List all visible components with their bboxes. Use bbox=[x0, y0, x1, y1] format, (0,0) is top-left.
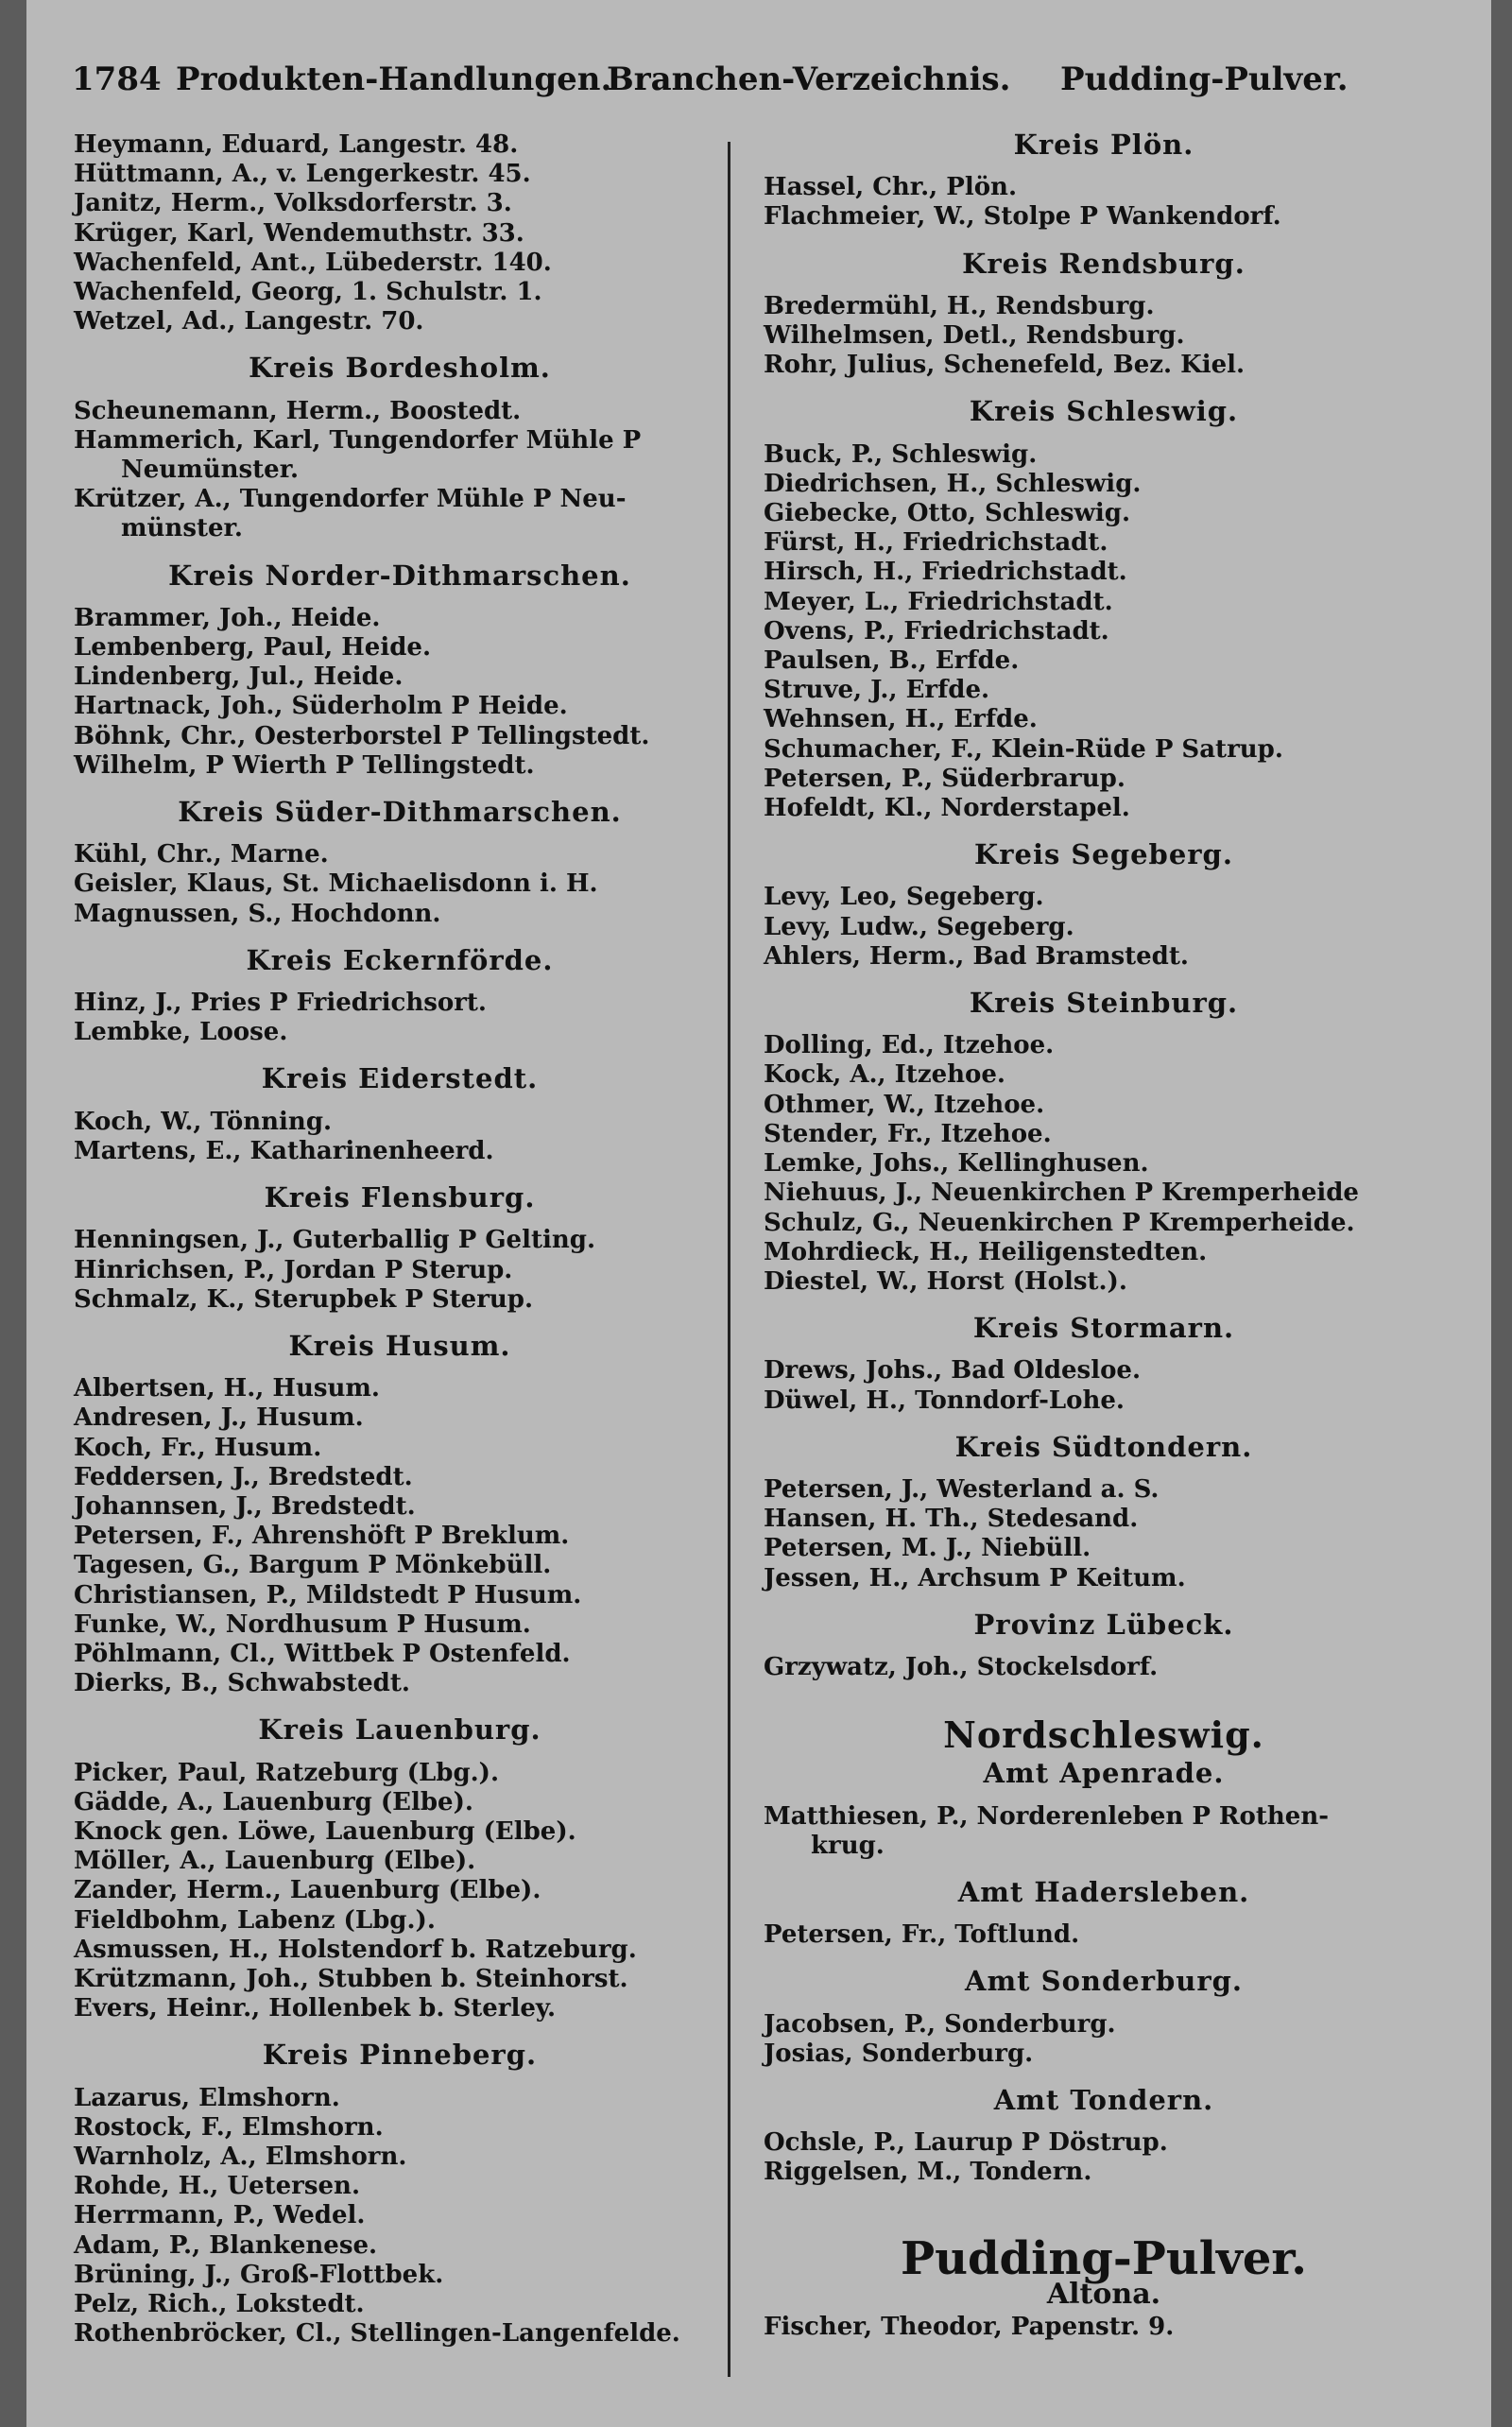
category-title: Pudding-Pulver. bbox=[901, 2231, 1307, 2285]
directory-entry: Düwel, H., Tonndorf-Lohe. bbox=[764, 1386, 1125, 1415]
directory-entry: Tagesen, G., Bargum P Mönkebüll. bbox=[74, 1551, 552, 1580]
directory-entry: Pöhlmann, Cl., Wittbek P Ostenfeld. bbox=[74, 1639, 571, 1668]
directory-entry: Fischer, Theodor, Papenstr. 9. bbox=[764, 2312, 1175, 2341]
directory-entry: Wetzel, Ad., Langestr. 70. bbox=[74, 307, 424, 336]
directory-entry: Mohrdieck, H., Heiligenstedten. bbox=[764, 1237, 1208, 1266]
directory-entry: Brammer, Joh., Heide. bbox=[74, 603, 381, 632]
pudding-entries bbox=[764, 2313, 1444, 2342]
directory-entry: Flachmeier, W., Stolpe P Wankendorf. bbox=[764, 202, 1281, 232]
directory-entry: Paulsen, B., Erfde. bbox=[764, 646, 1020, 676]
right-column bbox=[764, 130, 1444, 2342]
directory-entry: Krüger, Karl, Wendemuthstr. 33. bbox=[74, 218, 524, 248]
directory-entry: Giebecke, Otto, Schleswig. bbox=[764, 499, 1131, 528]
directory-entry: Wilhelmsen, Detl., Rendsburg. bbox=[764, 321, 1185, 351]
directory-entry: Struve, J., Erfde. bbox=[764, 676, 990, 705]
directory-entry: Hirsch, H., Friedrichstadt. bbox=[764, 558, 1127, 587]
section-title: Kreis Südtondern. bbox=[954, 1430, 1253, 1463]
directory-entry: Brüning, J., Groß-Flottbek. bbox=[74, 2260, 444, 2289]
directory-entry: Petersen, J., Westerland a. S. bbox=[764, 1474, 1160, 1504]
directory-entry: Knock gen. Löwe, Lauenburg (Elbe). bbox=[74, 1816, 576, 1846]
directory-entry: krug. bbox=[811, 1831, 885, 1860]
section-title: Kreis Eiderstedt. bbox=[261, 1062, 539, 1095]
directory-entry: Koch, Fr., Husum. bbox=[74, 1433, 322, 1462]
directory-entry: Zander, Herm., Lauenburg (Elbe). bbox=[74, 1876, 541, 1905]
section-title: Kreis Husum. bbox=[288, 1329, 511, 1362]
directory-entry: Herrmann, P., Wedel. bbox=[74, 2201, 366, 2230]
directory-entry: Neumünster. bbox=[121, 456, 300, 485]
directory-entry: Fieldbohm, Labenz (Lbg.). bbox=[74, 1905, 436, 1935]
directory-entry: Geisler, Klaus, St. Michaelisdonn i. H. bbox=[74, 869, 598, 899]
column-divider bbox=[728, 142, 730, 2377]
directory-entry: Ahlers, Herm., Bad Bramstedt. bbox=[764, 941, 1189, 971]
directory-entry: Riggelsen, M., Tondern. bbox=[764, 2158, 1092, 2187]
directory-entry: Meyer, L., Friedrichstadt. bbox=[764, 587, 1113, 616]
directory-entry: Scheunemann, Herm., Boostedt. bbox=[74, 396, 522, 425]
section-title: Amt Hadersleben. bbox=[957, 1875, 1250, 1908]
directory-entry: Hassel, Chr., Plön. bbox=[764, 173, 1017, 202]
directory-entry: Wachenfeld, Georg, 1. Schulstr. 1. bbox=[74, 278, 542, 307]
directory-entry: Krützmann, Joh., Stubben b. Steinhorst. bbox=[74, 1964, 628, 1993]
directory-entry: Heymann, Eduard, Langestr. 48. bbox=[74, 130, 519, 159]
directory-entry: Kühl, Chr., Marne. bbox=[74, 840, 329, 869]
section-title: Kreis Steinburg. bbox=[969, 987, 1239, 1020]
directory-entry: Niehuus, J., Neuenkirchen P Kremperheide bbox=[764, 1179, 1359, 1208]
directory-entry: Levy, Ludw., Segeberg. bbox=[764, 912, 1074, 941]
directory-entry: Dolling, Ed., Itzehoe. bbox=[764, 1031, 1055, 1060]
directory-entry: Wehnsen, H., Erfde. bbox=[764, 705, 1038, 734]
section-title: Kreis Plön. bbox=[1013, 129, 1194, 161]
page-number: 1784 bbox=[72, 60, 162, 98]
directory-entry: Adam, P., Blankenese. bbox=[74, 2230, 378, 2260]
section-title: Kreis Rendsburg. bbox=[962, 247, 1246, 280]
directory-entry: Matthiesen, P., Norderenleben P Rothen- bbox=[764, 1801, 1330, 1831]
directory-entry: Dierks, B., Schwabstedt. bbox=[74, 1669, 410, 1698]
directory-entry: Janitz, Herm., Volksdorferstr. 3. bbox=[74, 189, 512, 218]
directory-entry: Diedrichsen, H., Schleswig. bbox=[764, 469, 1142, 498]
section-title: Kreis Schleswig. bbox=[969, 395, 1239, 428]
directory-entry: Othmer, W., Itzehoe. bbox=[764, 1090, 1045, 1119]
directory-entry: Evers, Heinr., Hollenbek b. Sterley. bbox=[74, 1994, 557, 2023]
directory-entry: Picker, Paul, Ratzeburg (Lbg.). bbox=[74, 1758, 500, 1787]
directory-title: Branchen-Verzeichnis. bbox=[607, 60, 1011, 98]
directory-entry: Levy, Leo, Segeberg. bbox=[764, 883, 1044, 912]
directory-entry: Jacobsen, P., Sonderburg. bbox=[764, 2009, 1116, 2039]
directory-entry: Pelz, Rich., Lokstedt. bbox=[74, 2290, 365, 2318]
directory-entry: Wilhelm, P Wierth P Tellingstedt. bbox=[74, 750, 535, 780]
directory-entry: Koch, W., Tönning. bbox=[74, 1107, 333, 1136]
city-title: Altona. bbox=[1046, 2277, 1161, 2311]
directory-entry: Grzywatz, Joh., Stockelsdorf. bbox=[764, 1652, 1159, 1681]
directory-entry: Henningsen, J., Guterballig P Gelting. bbox=[74, 1226, 595, 1255]
directory-entry: Lembenberg, Paul, Heide. bbox=[74, 633, 432, 663]
directory-entry: Gädde, A., Lauenburg (Elbe). bbox=[74, 1787, 473, 1816]
directory-entry: Rothenbröcker, Cl., Stellingen-Langenfelde. bbox=[74, 2319, 680, 2349]
directory-entry: Johannsen, J., Bredstedt. bbox=[74, 1491, 416, 1521]
directory-entry: Ochsle, P., Laurup P Döstrup. bbox=[764, 2128, 1168, 2158]
directory-entry: Feddersen, J., Bredstedt. bbox=[74, 1462, 413, 1491]
directory-entry: Krützer, A., Tungendorfer Mühle P Neu- bbox=[74, 485, 627, 514]
section-title: Kreis Norder-Dithmarschen. bbox=[168, 559, 631, 592]
directory-entry: Petersen, M. J., Niebüll. bbox=[764, 1534, 1091, 1563]
section-title: Kreis Süder-Dithmarschen. bbox=[178, 796, 622, 829]
directory-entry: Kock, A., Itzehoe. bbox=[764, 1060, 1005, 1090]
directory-page bbox=[26, 0, 1491, 2427]
directory-entry: Hofeldt, Kl., Norderstapel. bbox=[764, 794, 1130, 823]
nordschleswig-sections bbox=[764, 1759, 1444, 2187]
directory-entry: Lemke, Johs., Kellinghusen. bbox=[764, 1149, 1149, 1179]
directory-entry: Ovens, P., Friedrichstadt. bbox=[764, 616, 1109, 645]
directory-entry: Petersen, F., Ahrenshöft P Breklum. bbox=[74, 1522, 570, 1551]
directory-entry: Rohde, H., Uetersen. bbox=[74, 2172, 360, 2201]
right-sections bbox=[764, 130, 1444, 1682]
directory-entry: Drews, Johs., Bad Oldesloe. bbox=[764, 1356, 1142, 1386]
section-title: Amt Tondern. bbox=[993, 2083, 1214, 2116]
directory-entry: Funke, W., Nordhusum P Husum. bbox=[74, 1609, 531, 1639]
section-title: Kreis Stormarn. bbox=[972, 1312, 1235, 1345]
directory-entry: Josias, Sonderburg. bbox=[764, 2039, 1034, 2068]
directory-entry: münster. bbox=[121, 514, 243, 543]
section-title: Kreis Segeberg. bbox=[974, 838, 1233, 871]
directory-entry: Albertsen, H., Husum. bbox=[74, 1374, 380, 1403]
directory-entry: Möller, A., Lauenburg (Elbe). bbox=[74, 1847, 476, 1876]
directory-entry: Asmussen, H., Holstendorf b. Ratzeburg. bbox=[74, 1935, 637, 1964]
directory-entry: Wachenfeld, Ant., Lübederstr. 140. bbox=[74, 248, 552, 277]
directory-entry: Warnholz, A., Elmshorn. bbox=[74, 2142, 407, 2171]
directory-entry: Lazarus, Elmshorn. bbox=[74, 2083, 340, 2112]
directory-entry: Buck, P., Schleswig. bbox=[764, 439, 1038, 469]
section-title: Kreis Pinneberg. bbox=[262, 2039, 538, 2072]
running-section-title: Produkten-Handlungen. bbox=[176, 60, 612, 98]
section-title: Amt Apenrade. bbox=[983, 1757, 1225, 1790]
directory-entry: Rohr, Julius, Schenefeld, Bez. Kiel. bbox=[764, 351, 1246, 380]
directory-entry: Hartnack, Joh., Süderholm P Heide. bbox=[74, 692, 568, 721]
directory-entry: Bredermühl, H., Rendsburg. bbox=[764, 291, 1155, 320]
left-column bbox=[74, 130, 726, 2349]
directory-entry: Schulz, G., Neuenkirchen P Kremperheide. bbox=[764, 1208, 1355, 1237]
directory-entry: Lindenberg, Jul., Heide. bbox=[74, 663, 404, 692]
directory-entry: Hammerich, Karl, Tungendorfer Mühle P bbox=[74, 425, 642, 455]
directory-entry: Rostock, F., Elmshorn. bbox=[74, 2112, 384, 2142]
directory-entry: Hüttmann, A., v. Lengerkestr. 45. bbox=[74, 160, 531, 189]
directory-entry: Lembke, Loose. bbox=[74, 1018, 288, 1047]
section-title: Amt Sonderburg. bbox=[964, 1965, 1244, 1998]
directory-entry: Andresen, J., Husum. bbox=[74, 1403, 364, 1433]
directory-entry: Fürst, H., Friedrichstadt. bbox=[764, 528, 1108, 558]
directory-entry: Hinrichsen, P., Jordan P Sterup. bbox=[74, 1255, 513, 1284]
directory-entry: Martens, E., Katharinenheerd. bbox=[74, 1136, 494, 1165]
directory-entry: Jessen, H., Archsum P Keitum. bbox=[764, 1563, 1186, 1592]
directory-entry: Böhnk, Chr., Oesterborstel P Tellingstedt. bbox=[74, 721, 650, 750]
section-title: Kreis Flensburg. bbox=[264, 1181, 536, 1214]
section-title: Kreis Lauenburg. bbox=[258, 1713, 541, 1747]
page-header bbox=[72, 60, 1349, 117]
section-title: Kreis Eckernförde. bbox=[246, 943, 554, 976]
directory-entry: Christiansen, P., Mildstedt P Husum. bbox=[74, 1580, 582, 1609]
region-title: Nordschleswig. bbox=[943, 1713, 1264, 1757]
directory-entry: Stender, Fr., Itzehoe. bbox=[764, 1119, 1052, 1148]
section-title: Kreis Bordesholm. bbox=[249, 352, 551, 385]
directory-entry: Diestel, W., Horst (Holst.). bbox=[764, 1266, 1127, 1296]
directory-entry: Petersen, Fr., Toftlund. bbox=[764, 1920, 1080, 1950]
next-category-title: Pudding-Pulver. bbox=[1060, 60, 1349, 98]
directory-entry: Schmalz, K., Sterupbek P Sterup. bbox=[74, 1284, 534, 1314]
directory-entry: Hinz, J., Pries P Friedrichsort. bbox=[74, 989, 487, 1018]
directory-entry: Petersen, P., Süderbrarup. bbox=[764, 764, 1125, 793]
directory-entry: Hansen, H. Th., Stedesand. bbox=[764, 1505, 1139, 1534]
directory-entry: Magnussen, S., Hochdonn. bbox=[74, 899, 441, 928]
directory-entry: Schumacher, F., Klein-Rüde P Satrup. bbox=[764, 734, 1283, 764]
section-title: Provinz Lübeck. bbox=[973, 1608, 1234, 1641]
